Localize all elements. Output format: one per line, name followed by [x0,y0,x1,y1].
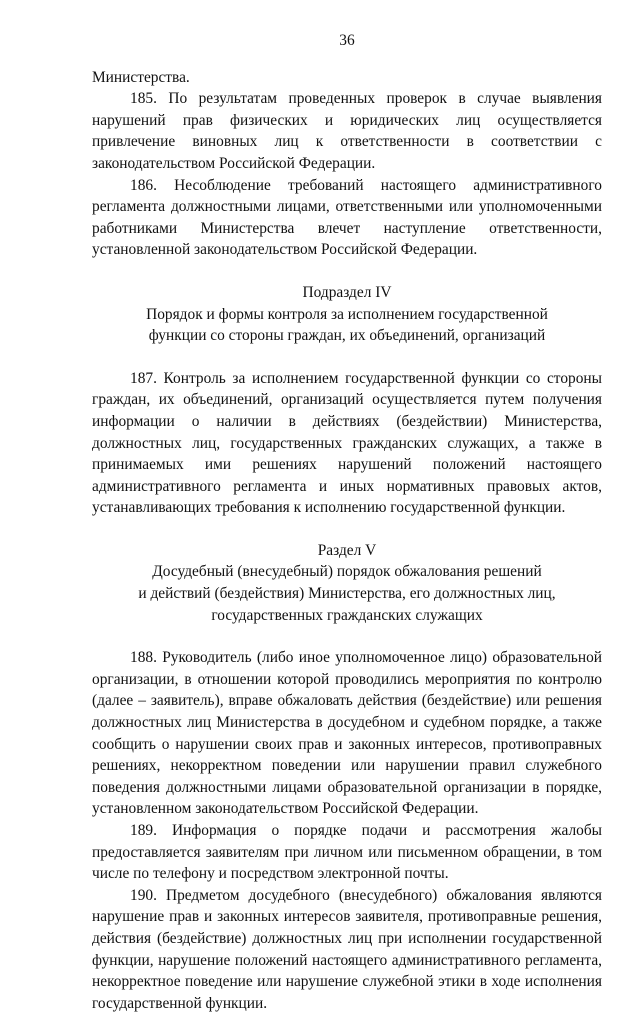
paragraph-188: 188. Руководитель (либо иное уполномоченное лицо) образовательной организации, в отношении которой проводились мероприятия по контролю (далее – заявитель), вправе обжаловать действия (бездействие) или решения должностных лиц Министерства в досудебном и судебном порядке, а также сообщить о нарушении своих прав и законных интересов, противоправных решениях, некорректном поведении или нарушении правил служебного поведения должностными лицами образовательной организации в порядке, установленном законодательством Российской Федерации. [92,649,602,818]
section-title-line-1: Досудебный (внесудебный) порядок обжалования решений [152,563,542,581]
section-title-line-2: и действий (бездействия) Министерства, его должностных лиц, [138,585,556,603]
subsection-title-line-2: функции со стороны граждан, их объединений, организаций [148,327,546,345]
subsection-label: Подраздел IV [302,283,392,301]
document-page [92,30,602,1014]
paragraph-190: 190. Предметом досудебного (внесудебного) обжалования являются нарушение прав и законных интересов заявителя, противоправные решения, действия (бездействие) должностных лиц при исполнении государственной функции, нарушение положений настоящего административного регламента, некорректное поведение или нарушение служебной этики в ходе исполнения государственной функции. [92,886,602,1012]
subsection-title-line-1: Порядок и формы контроля за исполнением государственной [146,305,548,323]
paragraph-187: 187. Контроль за исполнением государственной функции со стороны граждан, их объединений, организаций осуществляется путем получения информации о наличии в действиях (бездействии) Министерства, должностных лиц, государственных гражданских служащих, а также в принимаемых ими решениях нарушений положений настоящего административного регламента и иных нормативных правовых актов, устанавливающих требования к исполнению государственной функции. [92,369,602,517]
paragraph-189: 189. Информация о порядке подачи и рассмотрения жалобы предоставляется заявителям при личном или письменном обращении, в том числе по телефону и посредством электронной почты. [92,822,602,883]
page-number: 36 [339,32,355,49]
section-label: Раздел V [317,541,377,559]
paragraph-185: 185. По результатам проведенных проверок в случае выявления нарушений прав физических и юридических лиц осуществляется привлечение виновных лиц к ответственности в соответствии с законодательством Российской Федерации. [92,90,602,172]
section-title-line-3: государственных гражданских служащих [211,606,483,624]
paragraph-186: 186. Несоблюдение требований настоящего административного регламента должностными лицами, ответственными или уполномоченными работниками Министерства влечет наступление ответственности, установленной законодательством Российской Федерации. [92,176,602,259]
paragraph-continuation: Министерства. [92,68,190,86]
